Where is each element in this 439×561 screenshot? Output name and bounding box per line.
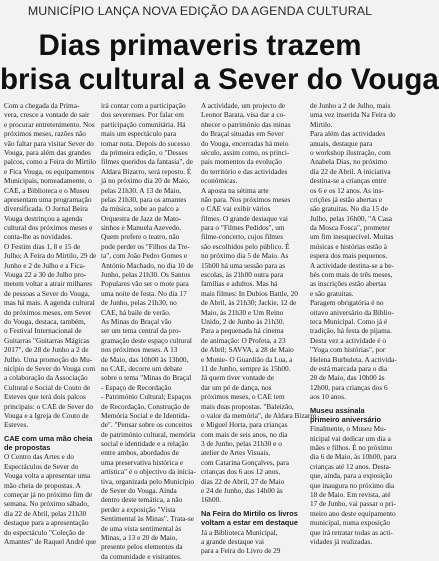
text-line: Amantes" de Raquel André que — [4, 536, 97, 546]
text-line: mães e filhos. É no próximo — [310, 443, 393, 453]
article-kicker: MUNICÍPIO LANÇA NOVA EDIÇÃO DA AGENDA CULTURAL — [27, 4, 373, 18]
subheading-line: primeiro aniversário — [310, 414, 382, 424]
text-line: crianças dos 6 aos 12 anos, — [201, 467, 281, 477]
text-line: Cultural e Social de Couto de — [4, 382, 91, 392]
text-line: Maio, às 21h30 e Um Reino — [201, 307, 284, 317]
text-line: que irá retratar todas as acti- — [310, 527, 393, 537]
text-line: de Junho, pelas 21h30, no — [101, 298, 177, 308]
text-line: bés com mais de três meses, — [310, 270, 393, 280]
text-line: dar um pé de dança, nos — [201, 382, 272, 392]
text-line: com mais de seis anos, no dia — [201, 429, 288, 439]
text-line: que inaugura no próximo dia — [310, 480, 395, 490]
text-line: de Recordação, Construção de — [101, 401, 190, 411]
text-line: pais momentos da evolução — [201, 157, 282, 167]
text-line: O Festim dias 1, 8 e 15 de — [4, 241, 81, 251]
text-line: António Machado, no dia 10 de — [101, 260, 194, 270]
text-line: sobre o tema "Minas do Braçal — [101, 373, 192, 383]
text-line: - Espaço de Recordação — [101, 382, 172, 392]
text-line: crianças até 12 anos. Desta- — [310, 461, 392, 471]
text-line: o CAE vai exibir vários — [201, 204, 271, 214]
text-line: do Vouga, destaca, também, — [4, 316, 86, 326]
text-line: filmes queridos da fantasia", de — [101, 157, 193, 167]
text-line: Já quem tiver vontade de — [201, 373, 274, 383]
article-column-3 — [201, 101, 317, 556]
text-line: entre ambos, abordados de — [101, 448, 179, 458]
text-line: famílias e adultos. Mas há — [201, 279, 278, 289]
text-line: as inscrições estão abertas — [310, 279, 387, 289]
text-line: ser um tema central da pro- — [101, 326, 182, 336]
text-line: do Vouga, encerradas há meio — [201, 138, 289, 148]
text-line: Anabela Dias, no próximo — [310, 157, 388, 167]
text-line: destina-se a crianças entre — [310, 176, 387, 186]
text-line: músicas e histórias estão à — [310, 241, 388, 251]
text-line: Esteves. — [4, 420, 29, 430]
text-line: Quem prefere o teatro, não — [101, 232, 180, 242]
text-line: nhecer o património das minas — [201, 119, 291, 129]
text-line: 11 de Junho, sempre às 15h00. — [201, 363, 291, 373]
text-line: palcos, como a Feira do Mirtilo — [4, 157, 97, 167]
text-line: próximos meses, o CAE tem — [201, 392, 285, 402]
text-line: filme-concerto, cujos filmes — [201, 232, 284, 242]
text-line: anuais, destaque para — [310, 138, 373, 148]
text-line: Vouga, para além das grandes — [4, 147, 91, 157]
text-line: Minas, a 13 e 20 de Maio, — [101, 532, 178, 542]
text-line: Leonor Barata, visa dar a co- — [201, 110, 286, 120]
text-line: 3 de Junho, pelas 21h30 e o — [201, 439, 282, 449]
text-line: 17 de Junho, vai passar o pri- — [310, 499, 396, 509]
text-line: apresentam uma programação — [4, 194, 92, 204]
text-line: gramação deste espaço cultural — [101, 335, 192, 345]
text-line: aos 10 anos. — [310, 392, 346, 402]
text-line: tomar nota. Depois do sucesso — [101, 138, 190, 148]
text-line: pelas 21h30, para os amantes — [101, 194, 187, 204]
text-line: "Yoga com histórias", por — [310, 345, 386, 355]
text-line: crições já estão abertas e — [310, 194, 383, 204]
text-line: de". "Pensar sobre os conceitos — [101, 420, 193, 430]
subheading-line: voltam a estar em destaque — [201, 518, 298, 528]
text-line: começar já no próximo fim de — [4, 490, 93, 500]
text-line: dentro deste temática, a não — [101, 495, 183, 505]
text-line: para a Feira do Livro de 29 — [201, 546, 281, 556]
text-line: nicípio de Sever do Vouga com — [4, 363, 96, 373]
text-line: uma preservativa histórica e — [101, 457, 184, 467]
text-line: os 6 e os 12 anos. As ins- — [310, 185, 384, 195]
text-line: artística" é o objectivo da inicia- — [101, 467, 196, 477]
text-line: dias 22 de Abril, 27 de Maio — [201, 476, 285, 486]
text-line: para o "Filmes Pedidos", um — [201, 223, 285, 233]
text-line: espera dos mais pequenos. — [310, 251, 388, 261]
text-line: Vouga 22 a 30 de Julho pro- — [4, 270, 87, 280]
text-line: destaque para a apresentação — [4, 518, 89, 528]
text-line: vão faltar para visitar Sever do — [4, 138, 94, 148]
text-line: Municipais, nomeadamente, o — [4, 176, 92, 186]
text-line: semana. No próximo sábado, — [4, 499, 89, 509]
text-line: 12h00, para crianças dos 6 — [310, 382, 388, 392]
text-line: e procurar entretenimento. Nos — [4, 119, 95, 129]
text-line: Vouga destrinçou a agenda — [4, 213, 83, 223]
text-line: no CAE, decorre um debate — [101, 363, 183, 373]
text-line: e Miguel Horta, para crianças — [201, 420, 288, 430]
text-line: do espectáculo "Coleção de — [4, 527, 85, 537]
text-line: nos próximos meses. A 13 — [101, 345, 178, 355]
text-line: Com a chegada da Prima- — [4, 101, 80, 110]
text-line: da música, sobe ao palco a — [101, 204, 179, 214]
text-line: Helena Burbuleta. A activida- — [310, 354, 397, 364]
text-line: próximos meses, razões não — [4, 129, 86, 139]
text-line: um fim inesquecível. Muitas — [310, 232, 394, 242]
text-line: dos severenses. Por falar em — [101, 110, 184, 120]
subheading-line: CAE com uma mão cheia — [4, 433, 93, 443]
text-line: sinhos e Manuela Azevedo. — [101, 223, 182, 233]
text-line: do próximos meses, em Sever — [4, 307, 92, 317]
text-line: 15h00 há uma sessão para as — [201, 260, 286, 270]
text-line: Unido, 2 de Junho às 21h30. — [201, 316, 285, 326]
text-line: Julho, pelas 16h00, "A Casa — [310, 213, 393, 223]
text-line: mais duas propostas. "Baleizão, — [201, 401, 294, 411]
text-line: Guitarras "Guitarras Mágicas — [4, 335, 90, 345]
article-column-4 — [310, 101, 397, 546]
text-line: meiro ano deste equipamento — [310, 508, 396, 518]
text-line: Populares vão ser o mote para — [101, 279, 189, 289]
text-line: filmes. O grande destaque vai — [201, 213, 288, 223]
text-line: de Abril; SAVVA, a 28 de Maio — [201, 345, 294, 355]
text-line: da Mosca Fosca", prometer — [310, 223, 390, 233]
text-line: Vouga e a Igreja de Couto de — [4, 410, 89, 420]
text-line: são gratuitas. No dia 15 de — [310, 204, 388, 214]
text-line: já no próximo dia 20 de Maio, — [101, 176, 190, 186]
text-line: vidades já realizadas. — [310, 536, 373, 546]
text-line: com Catarina Gonçalves, para — [201, 457, 289, 467]
text-line: teca Municipal. Como já é — [310, 316, 388, 326]
text-line: Desta vez a actividade é o — [310, 335, 386, 345]
text-line: são escolhidos pelo público. É — [201, 241, 290, 251]
text-line: Julho; A Feira do Mirtilo, 29 de — [4, 251, 97, 261]
text-line: Aldara Bizarro, será reposto. É — [101, 166, 192, 176]
text-line: cultural dos próximos meses e — [4, 223, 93, 233]
text-line: Para além das actividades — [310, 129, 386, 139]
text-line: de Maio, das 10h00 às 13h00, — [101, 354, 189, 364]
text-line: A aposta na sétima arte — [201, 185, 269, 195]
text-line: do Braçal situadas em Sever — [201, 129, 284, 139]
text-line: Já a Biblioteca Municipal, — [201, 527, 278, 537]
text-line: principais: o CAE de Sever do — [4, 401, 93, 411]
text-line: da primeira edição, o "Desses — [101, 147, 188, 157]
text-line: Finalmente, o Museu Mu- — [310, 424, 387, 434]
subheading-line: Na Feira do Mirtilo os livros — [201, 508, 298, 518]
text-line: - Património Cultural; Espaços — [101, 392, 192, 402]
text-line: escolas, às 21h00 outra para — [201, 270, 284, 280]
text-line: século, assim como, os princi- — [201, 147, 290, 157]
text-line: 20 de Maio, das 10h00 às — [310, 373, 385, 383]
text-line: Junho, pelas 21h30. Os Santos — [101, 270, 191, 280]
text-line: não para. Nos próximos meses — [201, 194, 291, 204]
text-line: Espectáculos de Sever do — [4, 461, 79, 471]
text-line: vera, cresce a vontade de sair — [4, 110, 90, 120]
text-line: o workshop ilustração, com — [310, 147, 391, 157]
text-line: Paragem obrigatória é no — [310, 298, 384, 308]
text-line: de Sever do Vouga. Ainda — [101, 486, 177, 496]
text-line: oitavo aniversário da Biblio- — [310, 307, 394, 317]
text-line: mais um espectáculo para — [101, 129, 177, 139]
text-line: do território e das actividades — [201, 166, 288, 176]
article-column-1 — [4, 101, 97, 546]
text-line: mão cheia de propostas. A — [4, 480, 81, 490]
text-line: Mirtilo. — [310, 119, 333, 129]
text-line: 16h00. — [201, 495, 222, 505]
text-line: mais filmes: In Dubios Battle, 20 — [201, 288, 298, 298]
text-line: de está marcada para o dia — [310, 363, 388, 373]
text-line: e Munie- O Guardião da Lua, a — [201, 354, 293, 364]
text-line: CAE, a Biblioteca e o Museu — [4, 185, 90, 195]
text-line: de Abril, às 21h30; Jackie, 12 de — [201, 298, 297, 308]
text-line: Junho e 2 de Julho e a Fica- — [4, 260, 86, 270]
text-line: de animação: O Profeta, a 23 — [201, 335, 286, 345]
text-line: Esteves que terá dois palcos — [4, 392, 86, 402]
text-line: económicas. — [201, 176, 238, 186]
text-line: de uma vista sentimental às — [101, 523, 182, 533]
text-line: dia 22 de Abril. A iniciativa — [310, 166, 391, 176]
text-line: A actividade destina-se a be- — [310, 260, 394, 270]
text-line: atelier de Artes Visuais, — [201, 448, 271, 458]
text-line: perder a exposição "Vista — [101, 504, 176, 514]
text-line: nicipal vai dedicar um dia a — [310, 433, 391, 443]
text-line: As Minas do Braçal vão — [101, 316, 172, 326]
text-line: a colaboração da Associação — [4, 373, 88, 383]
text-line: conta-lhe as novidades. — [4, 232, 73, 242]
text-line: Sentimental às Minas". Trata-se — [101, 514, 194, 524]
text-line: de pessoas a Sever do Vouga, — [4, 288, 90, 298]
text-line: tiva, organizada pelo Município — [101, 476, 195, 486]
text-line: e Fica Vouga, os equipamentos — [4, 166, 95, 176]
text-line: tradição, há festa de pijama. — [310, 326, 392, 336]
article-column-2 — [101, 101, 196, 561]
subheading-line: de propostas — [4, 443, 51, 453]
text-line: A actividade, um projecto de — [201, 101, 286, 110]
text-line: pode perder os "Filhos da Tre- — [101, 241, 190, 251]
text-line: O Centro das Artes e do — [4, 452, 74, 462]
text-line: o valor da memória", de Aldara Bizarro — [201, 410, 317, 420]
text-line: no próximo dia 5 de Maio. As — [201, 251, 289, 261]
text-line: social e identidade e a relação — [101, 439, 189, 449]
text-line: dia 6 de Maio, às 10h00, para — [310, 452, 397, 462]
text-line: dia 22 de Abril, pelas 21h30 — [4, 508, 87, 518]
headline-line-1: Dias primaveris trazem — [38, 29, 362, 62]
headline-line-2: brisa cultural a Sever do Vouga — [0, 63, 439, 96]
text-line: participação comunitária. Há — [101, 119, 186, 129]
text-line: irá contar com a participação — [101, 101, 186, 110]
text-line: o Festival Internacional de — [4, 326, 82, 336]
text-line: a grande destaque vai — [201, 536, 265, 546]
text-line: de património cultural, memória — [101, 429, 196, 439]
text-line: Vouga volta a apresentar uma — [4, 471, 91, 481]
text-line: Orquestra de Jazz de Mato- — [101, 213, 182, 223]
text-line: e são gratuitas. — [310, 288, 354, 298]
text-line: pelas 21h30. A 13 de Maio, — [101, 185, 182, 195]
text-line: uma vez inserida Na Feira do — [310, 110, 396, 120]
text-line: presente pelos elementos da — [101, 542, 183, 552]
text-line: metem voltar a atrair milhares — [4, 279, 92, 289]
text-line: Julho. Uma promoção do Mu- — [4, 354, 93, 364]
text-line: uma noite de festa. No dia 17 — [101, 288, 187, 298]
text-line: ta", com João Pedro Gomes e — [101, 251, 188, 261]
text-line: mas há mais. A agenda cultural — [4, 298, 95, 308]
text-line: que, ainda, para a exposição — [310, 471, 393, 481]
text-line: municipal, numa exposição — [310, 518, 391, 528]
text-line: da comunidade e visitantes. — [101, 551, 182, 561]
text-line: CAE, há baile de verão. — [101, 307, 171, 317]
text-line: 2017", de 28 de Junho a 2 de — [4, 345, 89, 355]
text-line: diversificada. O Jornal Beira — [4, 204, 88, 214]
subheading-line: Museu assinala — [310, 405, 365, 415]
text-line: Para a pequenada há cinema — [201, 326, 284, 336]
text-line: e 24 de Junho, das 14h00 às — [201, 486, 283, 496]
text-line: de Junho a 2 de Julho, mais — [310, 101, 391, 110]
text-line: Memória Social e de Identida- — [101, 410, 190, 420]
text-line: 18 de Maio. Em revista, até — [310, 490, 391, 500]
